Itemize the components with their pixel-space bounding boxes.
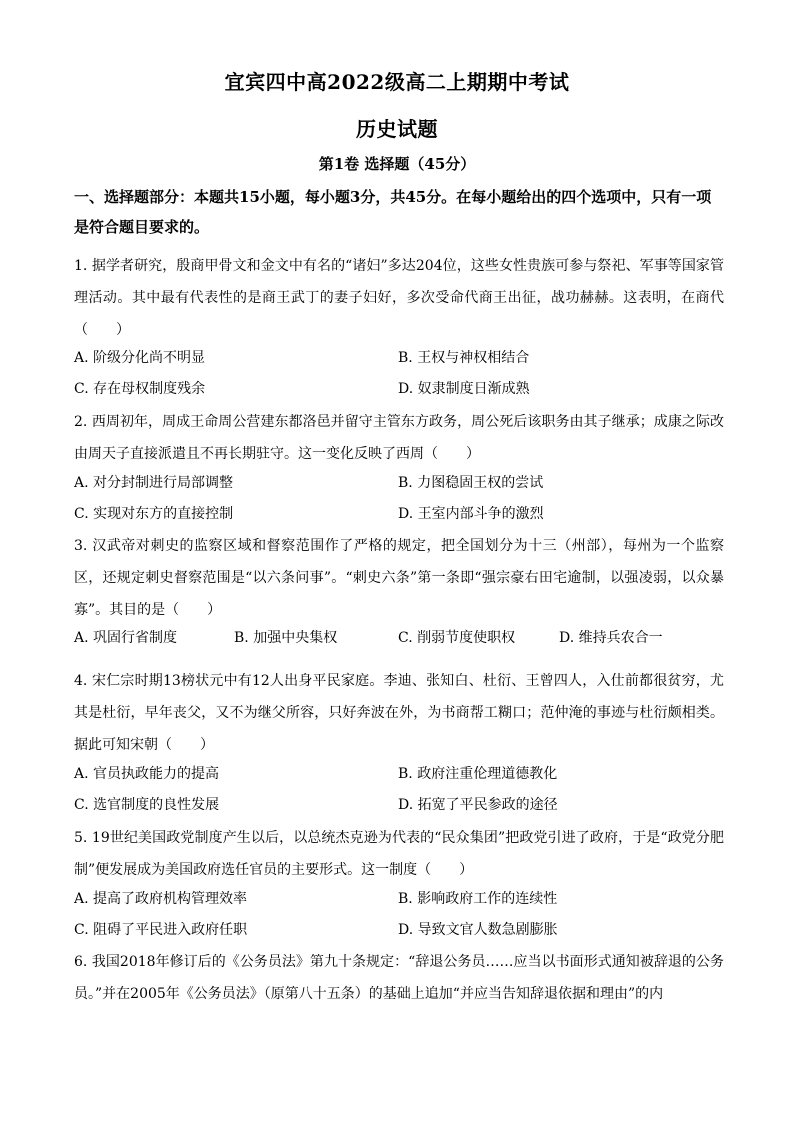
part-instructions: 一、选择题部分：本题共15小题，每小题3分，共45分。在每小题给出的四个选项中，只有一项是符合题目要求的。 — [74, 188, 712, 236]
question-5-stem: 5. 19世纪美国政党制度产生以后，以总统杰克逊为代表的“民众集团”把政党引进了政府，于是“政党分肥制”便发展成为美国政府选任官员的主要形式。这一制度（ ） — [74, 830, 724, 878]
option-b: B. 力图稳固王权的尝试 — [398, 475, 544, 491]
question-2-options — [74, 468, 724, 530]
question-4-options — [74, 759, 724, 821]
option-d: D. 导致文官人数急剧膨胀 — [398, 922, 558, 938]
section-heading: 第1卷 选择题（45分） — [318, 155, 476, 173]
question-6-stem: 6. 我国2018年修订后的《公务员法》第九十条规定：“辞退公务员……应当以书面形式通知被辞退的公务员。”并在2005年《公务员法》（原第八十五条）的基础上追加“并应当告知辞退依据和理由”的内 — [74, 954, 724, 1002]
subject-title: 历史试题 — [356, 117, 438, 141]
option-a: A. 巩固行省制度 — [74, 630, 178, 646]
option-b: B. 加强中央集权 — [234, 630, 338, 646]
option-b: B. 王权与神权相结合 — [398, 350, 530, 366]
option-b: B. 影响政府工作的连续性 — [398, 891, 558, 907]
option-b: B. 政府注重伦理道德教化 — [398, 766, 558, 782]
option-c: C. 阻碍了平民进入政府任职 — [74, 922, 248, 938]
option-c: C. 削弱节度使职权 — [398, 630, 516, 646]
exam-title: 宜宾四中高2022级高二上期期中考试 — [224, 70, 570, 94]
option-a: A. 提高了政府机构管理效率 — [74, 891, 248, 907]
option-c: C. 选官制度的良性发展 — [74, 797, 220, 813]
question-1-options — [74, 343, 724, 405]
option-d: D. 奴隶制度日渐成熟 — [398, 381, 530, 397]
question-5-options — [74, 884, 724, 946]
option-d: D. 维持兵农合一 — [559, 630, 663, 646]
option-d: D. 王室内部斗争的激烈 — [398, 506, 544, 522]
option-a: A. 官员执政能力的提高 — [74, 766, 220, 782]
option-a: A. 阶级分化尚不明显 — [74, 350, 206, 366]
option-d: D. 拓宽了平民参政的途径 — [398, 797, 558, 813]
question-2-stem: 2. 西周初年，周成王命周公营建东都洛邑并留守主管东方政务，周公死后该职务由其子继承；成康之际改由周天子直接派遣且不再长期驻守。这一变化反映了西周（ ） — [74, 414, 724, 462]
question-3-stem: 3. 汉武帝对刺史的监察区域和督察范围作了严格的规定，把全国划分为十三（州部），每州为一个监察区，还规定刺史督察范围是“以六条问事”。“刺史六条”第一条即“强宗豪右田宅逾制，以强凌弱，以众暴寡”。其目的是（ ） — [74, 538, 724, 618]
option-a: A. 对分封制进行局部调整 — [74, 475, 234, 491]
question-4-stem: 4. 宋仁宗时期13榜状元中有12人出身平民家庭。李迪、张知白、杜衍、王曾四人，入仕前都很贫穷，尤其是杜衍，早年丧父，又不为继父所容，只好奔波在外，为书商帮工糊口；范仲淹的事迹与杜衍颇相类。据此可知宋朝（ ） — [74, 673, 724, 753]
option-c: C. 存在母权制度残余 — [74, 381, 206, 397]
question-1-stem: 1. 据学者研究，殷商甲骨文和金文中有名的“诸妇”多达204位，这些女性贵族可参与祭祀、军事等国家管理活动。其中最有代表性的是商王武丁的妻子妇好，多次受命代商王出征，战功赫赫。这表明，在商代（ ） — [74, 258, 724, 338]
option-c: C. 实现对东方的直接控制 — [74, 506, 234, 522]
